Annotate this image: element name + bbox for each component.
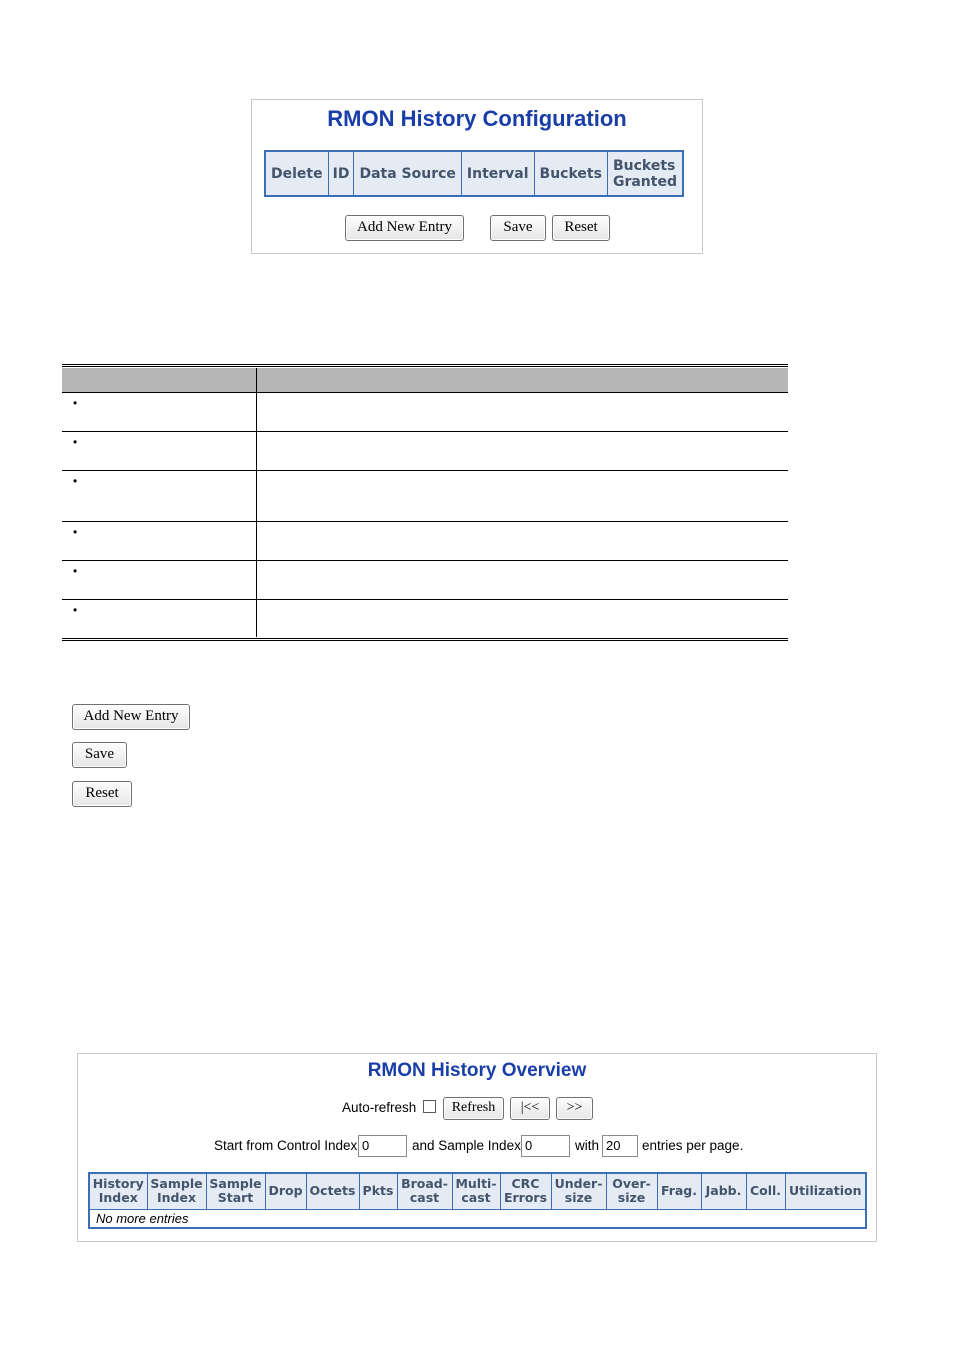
col-buckets: Buckets <box>534 151 607 196</box>
col-interval: Interval <box>461 151 534 196</box>
col-frag: Frag. <box>657 1173 701 1209</box>
row-divider <box>62 431 788 432</box>
table-row <box>89 1209 866 1228</box>
row-divider <box>62 521 788 522</box>
col-multicast: Multi- cast <box>452 1173 500 1209</box>
overview-panel-title: RMON History Overview <box>367 1060 587 1081</box>
table-top-rule-2 <box>62 366 788 367</box>
legend-save-button[interactable]: Save <box>72 742 127 768</box>
col-jabb: Jabb. <box>701 1173 746 1209</box>
parameter-row-bullet: • <box>73 396 78 410</box>
legend-reset-button[interactable]: Reset <box>72 781 132 807</box>
col-octets: Octets <box>306 1173 359 1209</box>
parameter-row-bullet: • <box>73 435 78 449</box>
config-table <box>264 150 684 197</box>
entries-per-page-label: entries per page. <box>642 1138 744 1153</box>
config-panel-title: RMON History Configuration <box>327 106 627 131</box>
col-sample-index: Sample Index <box>147 1173 206 1209</box>
parameter-row-bullet: • <box>73 525 78 539</box>
row-divider <box>62 560 788 561</box>
auto-refresh-label: Auto-refresh <box>342 1100 417 1115</box>
config-panel <box>251 99 703 254</box>
column-divider <box>256 368 257 637</box>
col-pkts: Pkts <box>359 1173 397 1209</box>
parameter-row-bullet: • <box>73 474 78 488</box>
control-index-input[interactable]: 0 <box>358 1135 407 1157</box>
table-top-rule <box>62 364 788 365</box>
with-label: with <box>575 1138 600 1153</box>
overview-header-row <box>89 1173 866 1209</box>
history-overview-table <box>88 1172 867 1229</box>
sample-index-input[interactable]: 0 <box>521 1135 570 1157</box>
col-crc-errors: CRC Errors <box>500 1173 551 1209</box>
entries-per-page-input[interactable]: 20 <box>602 1135 638 1157</box>
add-new-entry-button[interactable]: Add New Entry <box>345 215 464 241</box>
col-buckets-granted: Buckets Granted <box>607 151 683 196</box>
col-data-source: Data Source <box>354 151 461 196</box>
table-bottom-rule-2 <box>62 640 788 641</box>
config-table-header-row <box>265 151 683 196</box>
col-oversize: Over- size <box>606 1173 657 1209</box>
parameter-table-header <box>62 368 788 392</box>
row-divider <box>62 470 788 471</box>
table-bottom-rule <box>62 638 788 639</box>
row-divider <box>62 599 788 600</box>
sample-index-label: and Sample Index <box>412 1138 521 1153</box>
legend-add-new-entry-button[interactable]: Add New Entry <box>72 704 190 730</box>
col-delete: Delete <box>265 151 328 196</box>
start-control-index-label: Start from Control Index <box>214 1138 358 1153</box>
empty-message: No more entries <box>89 1209 866 1228</box>
col-undersize: Under- size <box>551 1173 606 1209</box>
auto-refresh-checkbox[interactable] <box>423 1100 436 1113</box>
parameter-row-bullet: • <box>73 564 78 578</box>
col-drop: Drop <box>265 1173 306 1209</box>
col-history-index: History Index <box>89 1173 147 1209</box>
col-id: ID <box>328 151 354 196</box>
refresh-button[interactable]: Refresh <box>443 1097 504 1120</box>
parameter-table <box>62 364 788 641</box>
save-button[interactable]: Save <box>490 215 546 241</box>
col-sample-start: Sample Start <box>206 1173 265 1209</box>
overview-panel <box>77 1053 877 1242</box>
col-utilization: Utilization <box>785 1173 866 1209</box>
parameter-row-bullet: • <box>73 603 78 617</box>
col-broadcast: Broad- cast <box>397 1173 452 1209</box>
col-coll: Coll. <box>746 1173 785 1209</box>
reset-button[interactable]: Reset <box>552 215 610 241</box>
first-page-button[interactable]: |<< <box>510 1097 550 1120</box>
row-divider <box>62 392 788 393</box>
next-page-button[interactable]: >> <box>556 1097 593 1120</box>
